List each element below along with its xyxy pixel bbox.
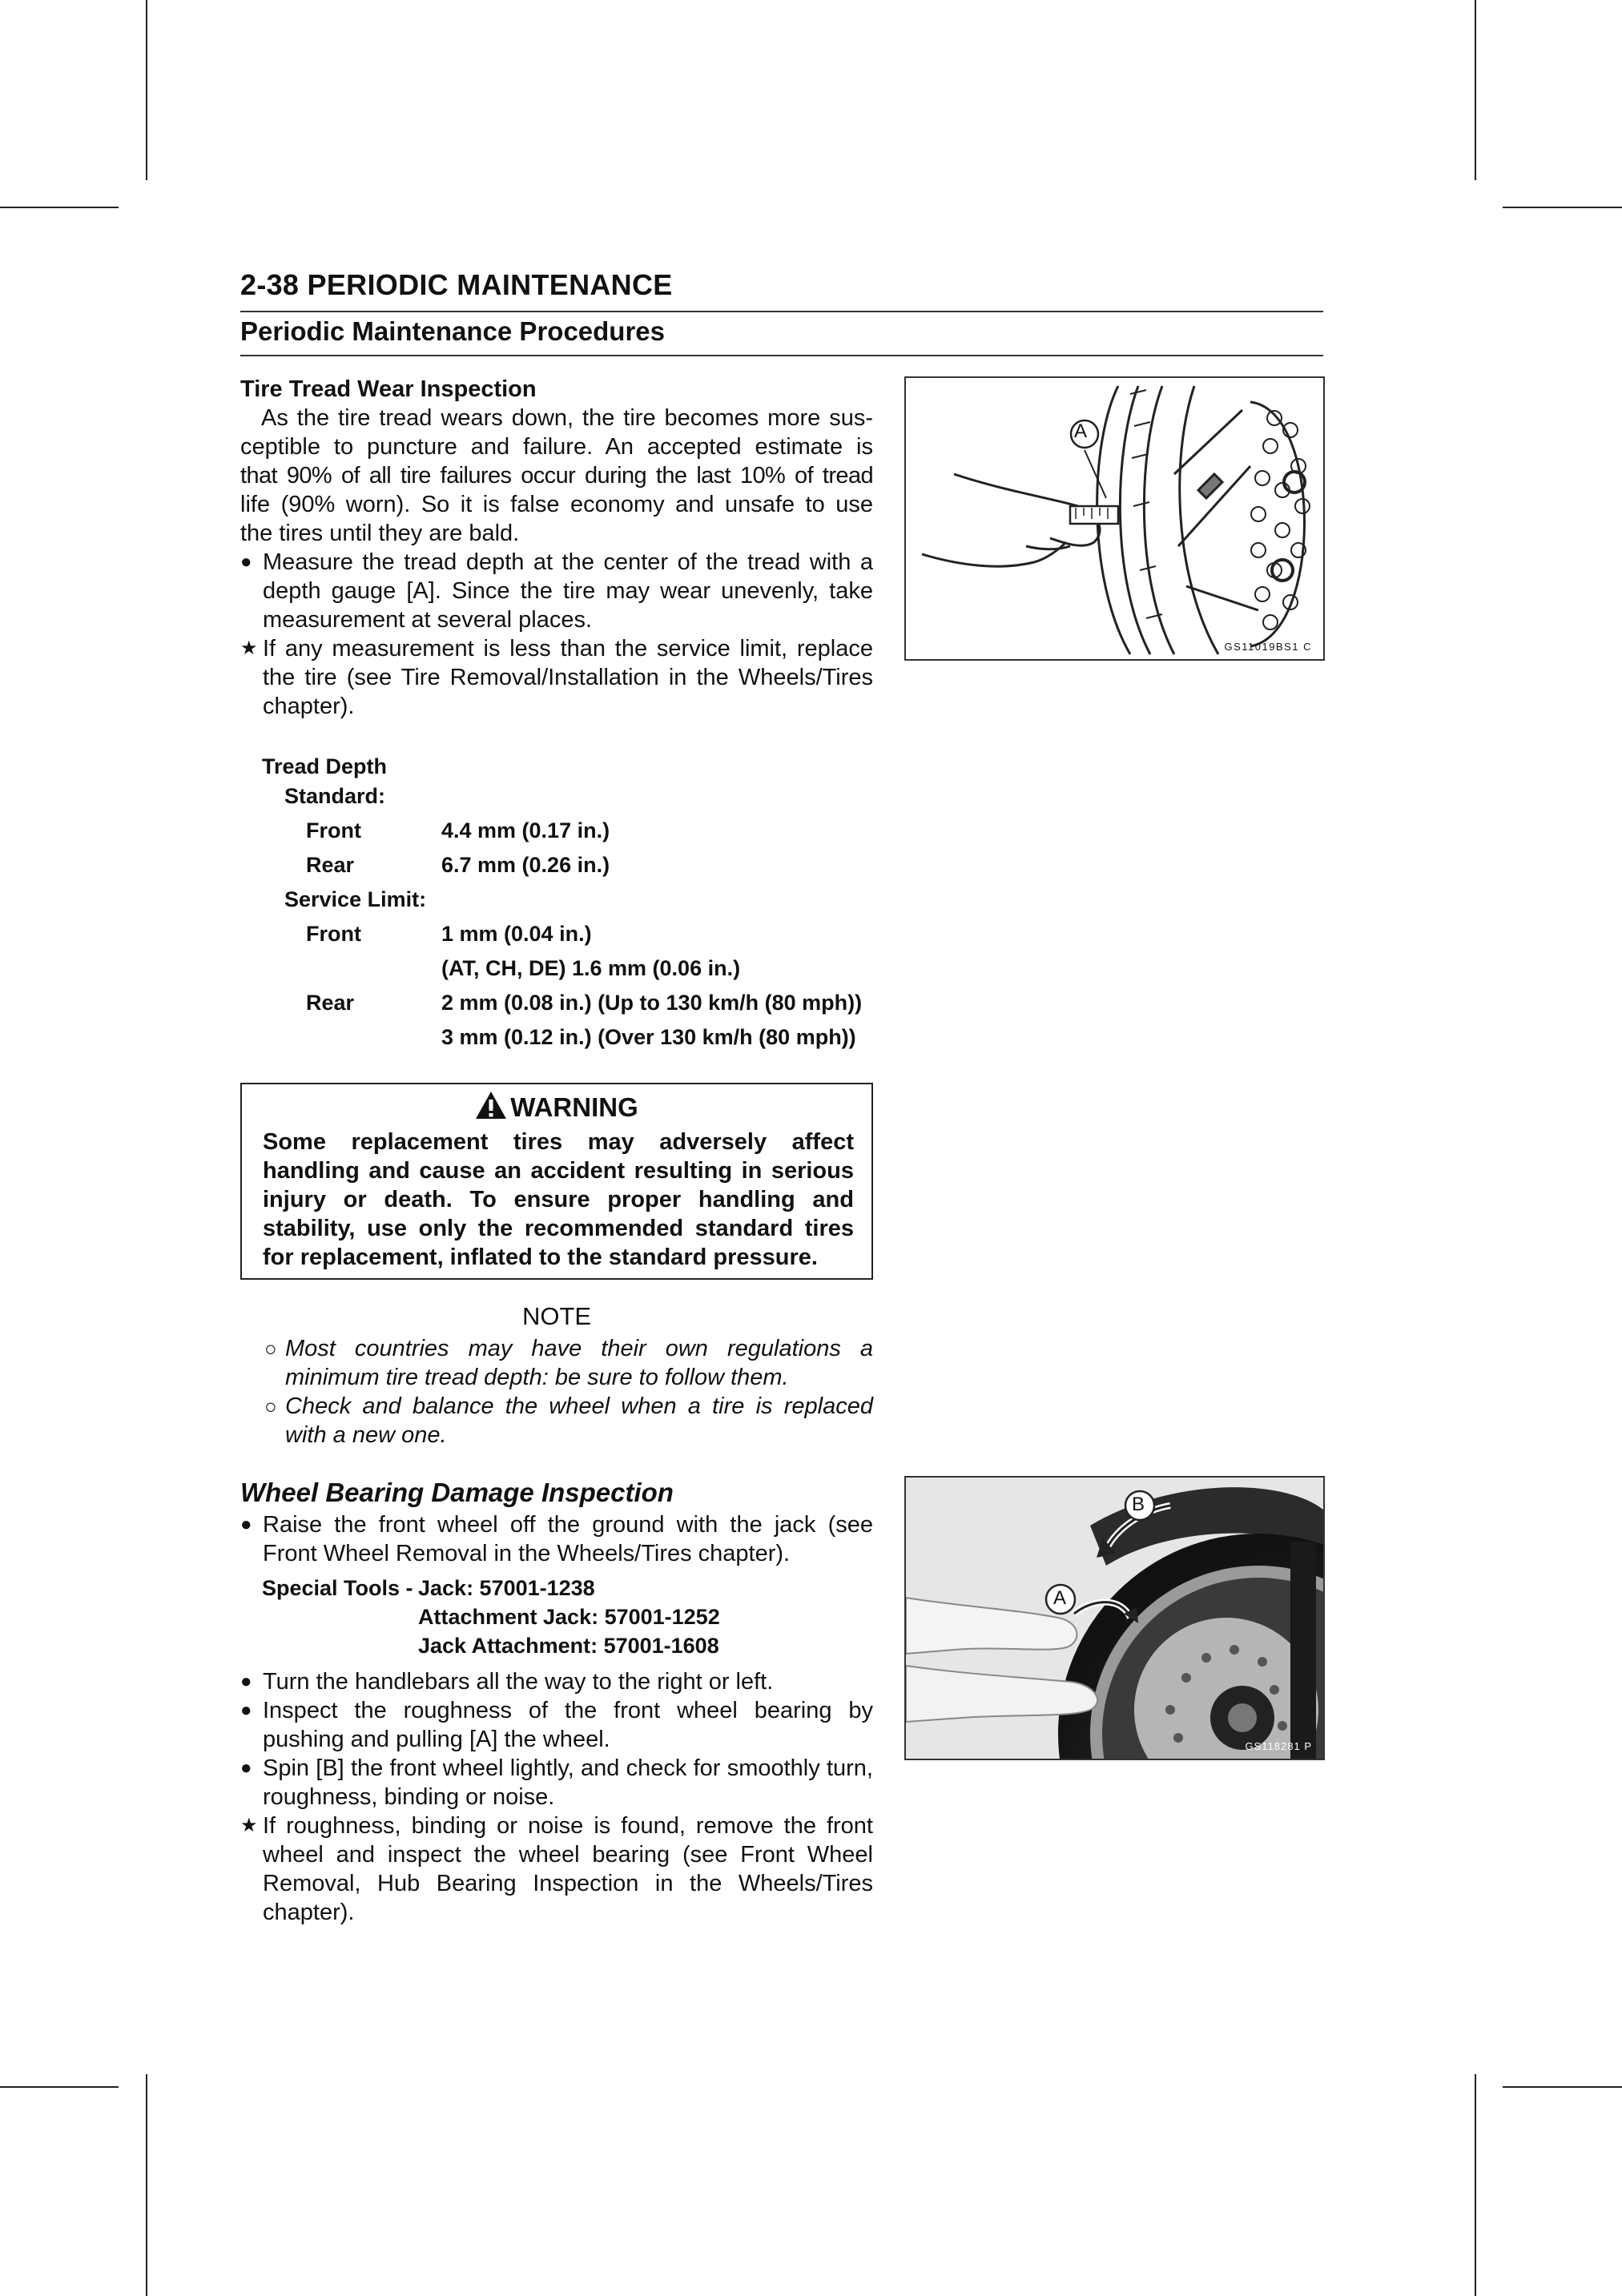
special-tools-label: Special Tools - [262,1576,413,1600]
crop-mark [146,0,147,180]
wheel-bearing-heading: Wheel Bearing Damage Inspection [240,1478,674,1507]
warning-triangle-icon [475,1091,507,1120]
tread-gauge-figure [904,376,1325,661]
warning-box [240,1083,873,1280]
figure-callout-b: B [1132,1494,1145,1515]
list-item-text: Inspect the roughness of the front wheel bearing by pushing and pulling [A] the wheel. [263,1698,873,1752]
list-item-text: Turn the handlebars all the way to the right or left. [263,1669,774,1695]
bullet-icon: ● [240,1757,252,1779]
spec-rear-label: Rear [306,853,355,877]
special-tool: Jack Attachment: 57001-1608 [418,1634,719,1658]
list-item [264,1392,873,1450]
intro-line: life (90% worn). So it is false economy and unsafe to use [240,492,873,517]
spec-front-standard: 4.4 mm (0.17 in.) [441,818,610,842]
list-item [240,1667,873,1696]
intro-line: As the tire tread wears down, the tire becomes more sus- [261,405,873,431]
list-item-text: Measure the tread depth at the center of the tread with a depth gauge [A]. Since the tire may wear unevenly, take measurement at several places. [263,549,873,633]
crop-mark [0,2086,119,2088]
list-item [240,548,873,634]
spec-front-limit: 1 mm (0.04 in.) [441,922,592,946]
spec-rear-label: Rear [306,991,355,1015]
warning-title-text: WARNING [510,1092,638,1122]
list-item-text: Raise the front wheel off the ground with the jack (see Front Wheel Removal in the Wheels/Tires chapter). [263,1512,873,1566]
list-item [240,1754,873,1811]
star-icon: ★ [240,637,258,659]
wheel-bearing-steps [240,1667,873,1927]
page-subtitle: Periodic Maintenance Procedures [240,316,666,346]
tire-tread-intro [240,404,873,432]
wheel-bearing-raise [240,1510,873,1568]
special-tool: Attachment Jack: 57001-1252 [418,1605,720,1629]
spec-front-limit-alt: (AT, CH, DE) 1.6 mm (0.06 in.) [441,956,741,980]
bullet-icon: ● [240,1699,252,1721]
figure-callout-a: A [1053,1587,1067,1609]
crop-mark [0,207,119,208]
warning-title [242,1091,871,1123]
list-item-text: Check and balance the wheel when a tire is replaced with a new one. [285,1393,873,1448]
crop-mark [1475,0,1476,180]
subtitle-rule [240,355,1323,356]
special-tool: Jack: 57001-1238 [418,1576,595,1600]
bullet-icon: ● [240,1671,252,1692]
figure-code: GS118281 P [1245,1740,1312,1752]
crop-mark [1503,207,1622,208]
wheel-bearing-photo [906,1478,1323,1759]
figure-callout-a: A [1074,420,1088,442]
intro-line: that 90% of all tire failures occur during the last 10% of tread [240,463,873,489]
figure-code: GS11019BS1 C [1224,641,1312,653]
list-item [240,1510,873,1568]
list-item [240,634,873,721]
spec-front-label: Front [306,818,361,842]
spec-title: Tread Depth [262,754,388,778]
tire-tread-heading: Tire Tread Wear Inspection [240,376,537,402]
star-icon: ★ [240,1815,258,1836]
list-item-text: Spin [B] the front wheel lightly, and check for smoothly turn, roughness, binding or noise. [263,1755,873,1810]
spec-rear-standard: 6.7 mm (0.26 in.) [441,853,610,877]
tread-gauge-illustration [906,378,1323,659]
note-list [264,1334,873,1450]
spec-service-limit-label: Service Limit: [284,887,427,911]
list-item-text: If roughness, binding or noise is found, remove the front wheel and inspect the wheel bearing (see Front Wheel Removal, Hub Bearing Inspection in the Wheels/Tires chapter). [263,1813,873,1925]
circle-bullet-icon: ○ [264,1337,277,1361]
list-item-text: Most countries may have their own regulations a minimum tire tread depth: be sure to follow them. [285,1336,873,1390]
crop-mark [1475,2074,1476,2296]
warning-body: Some replacement tires may adversely affect handling and cause an accident resulting in serious injury or death. To ensure proper handling and stability, use only the recommended standard tires for replacement, inflated to the standard pressure. [263,1129,854,1270]
list-item-text: If any measurement is less than the service limit, replace the tire (see Tire Removal/Installation in the Wheels/Tires chapter). [263,636,873,719]
bullet-icon: ● [240,551,252,573]
intro-line: ceptible to puncture and failure. An accepted estimate is [240,434,873,460]
section-title: 2-38 PERIODIC MAINTENANCE [240,268,673,301]
tire-tread-section [240,375,873,721]
spec-rear-limit-1: 2 mm (0.08 in.) (Up to 130 km/h (80 mph)) [441,991,863,1015]
note-title: NOTE [521,1302,592,1330]
crop-mark [146,2074,147,2296]
list-item [240,1696,873,1754]
spec-standard-label: Standard: [284,784,386,808]
circle-bullet-icon: ○ [264,1394,277,1418]
crop-mark [1503,2086,1622,2088]
bullet-icon: ● [240,1514,252,1535]
intro-line: the tires until they are bald. [240,521,520,546]
spec-front-label: Front [306,922,361,946]
header-rule [240,311,1323,312]
wheel-bearing-figure [904,1476,1325,1760]
list-item [264,1334,873,1392]
tire-tread-intro-rest [240,432,873,548]
spec-rear-limit-2: 3 mm (0.12 in.) (Over 130 km/h (80 mph)) [441,1025,856,1049]
list-item [240,1811,873,1927]
